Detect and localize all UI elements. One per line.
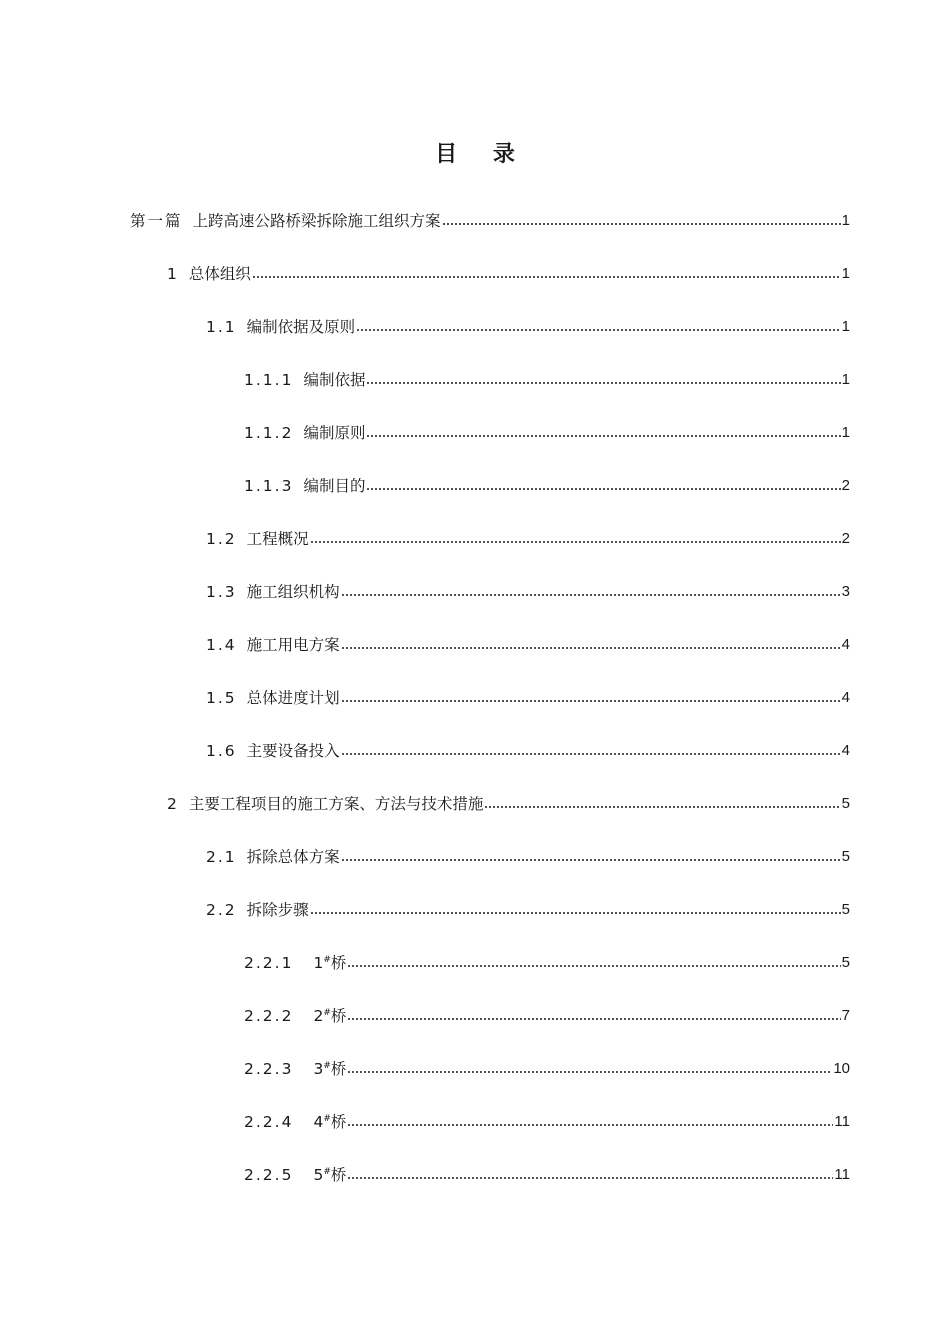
toc-entry[interactable]: [206, 883, 850, 935]
dot-leader: [484, 806, 840, 808]
toc-entry-page: 5: [841, 953, 850, 971]
toc-entry-label: [244, 1004, 346, 1026]
toc-entry-number: 1.5: [206, 689, 237, 707]
toc-entry-text-prefix: 1: [313, 954, 324, 972]
toc-entry-label: [206, 580, 340, 602]
toc-entry-page: 1: [841, 264, 850, 282]
toc-entry-page: 3: [841, 582, 850, 600]
toc-entry[interactable]: [206, 565, 850, 617]
dot-leader: [341, 700, 841, 702]
toc-entry-label: [206, 739, 340, 761]
toc-entry-page: 1: [841, 317, 850, 335]
toc-entry[interactable]: [167, 247, 850, 299]
toc-entry-page: 4: [841, 635, 850, 653]
dot-leader: [252, 276, 841, 278]
toc-entry-number: 1.1.2: [244, 424, 294, 442]
toc-entry-text: 上跨高速公路桥梁拆除施工组织方案: [192, 212, 441, 230]
toc-entry-number: 2.2.2: [244, 1007, 294, 1025]
toc-entry[interactable]: [206, 830, 850, 882]
dot-leader: [341, 647, 841, 649]
dot-leader: [347, 1177, 833, 1179]
toc-entry[interactable]: [206, 618, 850, 670]
toc-entry-label: [244, 1163, 346, 1185]
toc-entry-label: [244, 951, 346, 973]
toc-entry-number: 2.2.1: [244, 954, 294, 972]
dot-leader: [341, 859, 841, 861]
toc-entry-label: [244, 421, 365, 443]
toc-entry-page: 2: [841, 529, 850, 547]
toc-entry-page: 11: [834, 1112, 850, 1130]
dot-leader: [366, 435, 840, 437]
toc-entry-number: 2: [167, 795, 179, 813]
toc-entry-text-prefix: 5: [313, 1166, 324, 1184]
toc-entry-label: [130, 209, 441, 231]
toc-entry-label: [244, 368, 365, 390]
toc-entry[interactable]: [244, 1095, 850, 1147]
dot-leader: [347, 1124, 833, 1126]
dot-leader: [366, 488, 840, 490]
toc-entry-page: 10: [833, 1059, 850, 1077]
toc-entry[interactable]: [244, 936, 850, 988]
toc-entry-number: 1.3: [206, 583, 237, 601]
toc-entry-label: [244, 1110, 346, 1132]
dot-leader: [341, 753, 841, 755]
toc-entry-number: 1.1.1: [244, 371, 294, 389]
toc-entry-page: 1: [841, 370, 850, 388]
toc-entry-number: 2.2.4: [244, 1113, 294, 1131]
toc-entry-mark: #: [323, 1114, 331, 1124]
toc-entry-page: 4: [841, 741, 850, 759]
toc-entry-number: 2.2.3: [244, 1060, 294, 1078]
toc-entry-mark: #: [323, 1167, 331, 1177]
toc-entry[interactable]: [244, 1148, 850, 1200]
toc-entry-page: 5: [841, 794, 850, 812]
toc-entry-mark: #: [323, 1008, 331, 1018]
toc-entry-label: [167, 262, 251, 284]
toc-entry-number: 1.1: [206, 318, 237, 336]
page-title: 目 录: [435, 142, 529, 167]
toc-entry-text: 工程概况: [246, 530, 309, 548]
toc-entry[interactable]: [206, 671, 850, 723]
dot-leader: [310, 541, 841, 543]
dot-leader: [347, 965, 840, 967]
toc-entry-label: [206, 633, 340, 655]
toc-entry-text: 编制依据及原则: [246, 318, 356, 336]
toc-entry-page: 2: [841, 476, 850, 494]
toc-entry[interactable]: [244, 459, 850, 511]
toc-entry-text: 桥: [330, 1113, 347, 1131]
toc-entry[interactable]: [130, 194, 850, 246]
toc-entry-page: 1: [841, 211, 850, 229]
toc-entry-page: 4: [841, 688, 850, 706]
toc-entry[interactable]: [167, 777, 850, 829]
toc-entry[interactable]: [206, 300, 850, 352]
toc-entry-text: 总体组织: [188, 265, 251, 283]
toc-entry[interactable]: [244, 406, 850, 458]
toc-entry-text: 桥: [330, 1007, 347, 1025]
toc-entry[interactable]: [244, 353, 850, 405]
toc-entry-number: 2.2: [206, 901, 237, 919]
toc-entry-page: 11: [834, 1165, 850, 1183]
toc-entry-page: 5: [841, 847, 850, 865]
toc-entry-label: [206, 686, 340, 708]
toc-entry-number: 1.2: [206, 530, 237, 548]
toc-entry-label: [167, 792, 483, 814]
dot-leader: [442, 223, 841, 225]
toc-entry-text: 拆除步骤: [246, 901, 309, 919]
toc-entry-label: [244, 474, 365, 496]
toc-entry-page: 7: [841, 1006, 850, 1024]
toc-entry-label: [206, 898, 309, 920]
toc-entry-text: 桥: [330, 1060, 347, 1078]
toc-entry-text: 桥: [330, 1166, 347, 1184]
toc-entry-number: 1.4: [206, 636, 237, 654]
toc-entry-page: 1: [841, 423, 850, 441]
toc-entry-text: 编制原则: [303, 424, 366, 442]
toc-entry-label: [206, 315, 355, 337]
toc-entry-text: 施工组织机构: [246, 583, 340, 601]
dot-leader: [366, 382, 840, 384]
toc-entry-number: 第一篇: [130, 212, 183, 230]
toc-entry-text-prefix: 3: [313, 1060, 324, 1078]
toc-entry-page: 5: [841, 900, 850, 918]
toc-entry-number: 1.1.3: [244, 477, 294, 495]
toc-entry[interactable]: [244, 989, 850, 1041]
dot-leader: [310, 912, 841, 914]
toc-entry-mark: #: [323, 1061, 331, 1071]
toc-entry-label: [206, 845, 340, 867]
toc-entry-text: 总体进度计划: [246, 689, 340, 707]
toc-entry-text: 主要工程项目的施工方案、方法与技术措施: [188, 795, 484, 813]
toc-entry-text: 编制目的: [303, 477, 366, 495]
dot-leader: [356, 329, 840, 331]
toc-entry-text-prefix: 4: [313, 1113, 324, 1131]
toc-entry-text: 主要设备投入: [246, 742, 340, 760]
toc-entry[interactable]: [206, 724, 850, 776]
toc-entry-text: 编制依据: [303, 371, 366, 389]
toc-entry-text-prefix: 2: [313, 1007, 324, 1025]
dot-leader: [347, 1071, 832, 1073]
toc-entry-number: 2.2.5: [244, 1166, 294, 1184]
dot-leader: [347, 1018, 840, 1020]
toc-entry-label: [206, 527, 309, 549]
toc-entry-label: [244, 1057, 346, 1079]
toc-entry-number: 1.6: [206, 742, 237, 760]
toc-entry-number: 1: [167, 265, 179, 283]
toc-entry-text: 拆除总体方案: [246, 848, 340, 866]
dot-leader: [341, 594, 841, 596]
toc-entry[interactable]: [206, 512, 850, 564]
toc-entry-text: 桥: [330, 954, 347, 972]
toc-entry-text: 施工用电方案: [246, 636, 340, 654]
toc-entry-mark: #: [323, 955, 331, 965]
toc-entry-number: 2.1: [206, 848, 237, 866]
toc-entry[interactable]: [244, 1042, 850, 1094]
